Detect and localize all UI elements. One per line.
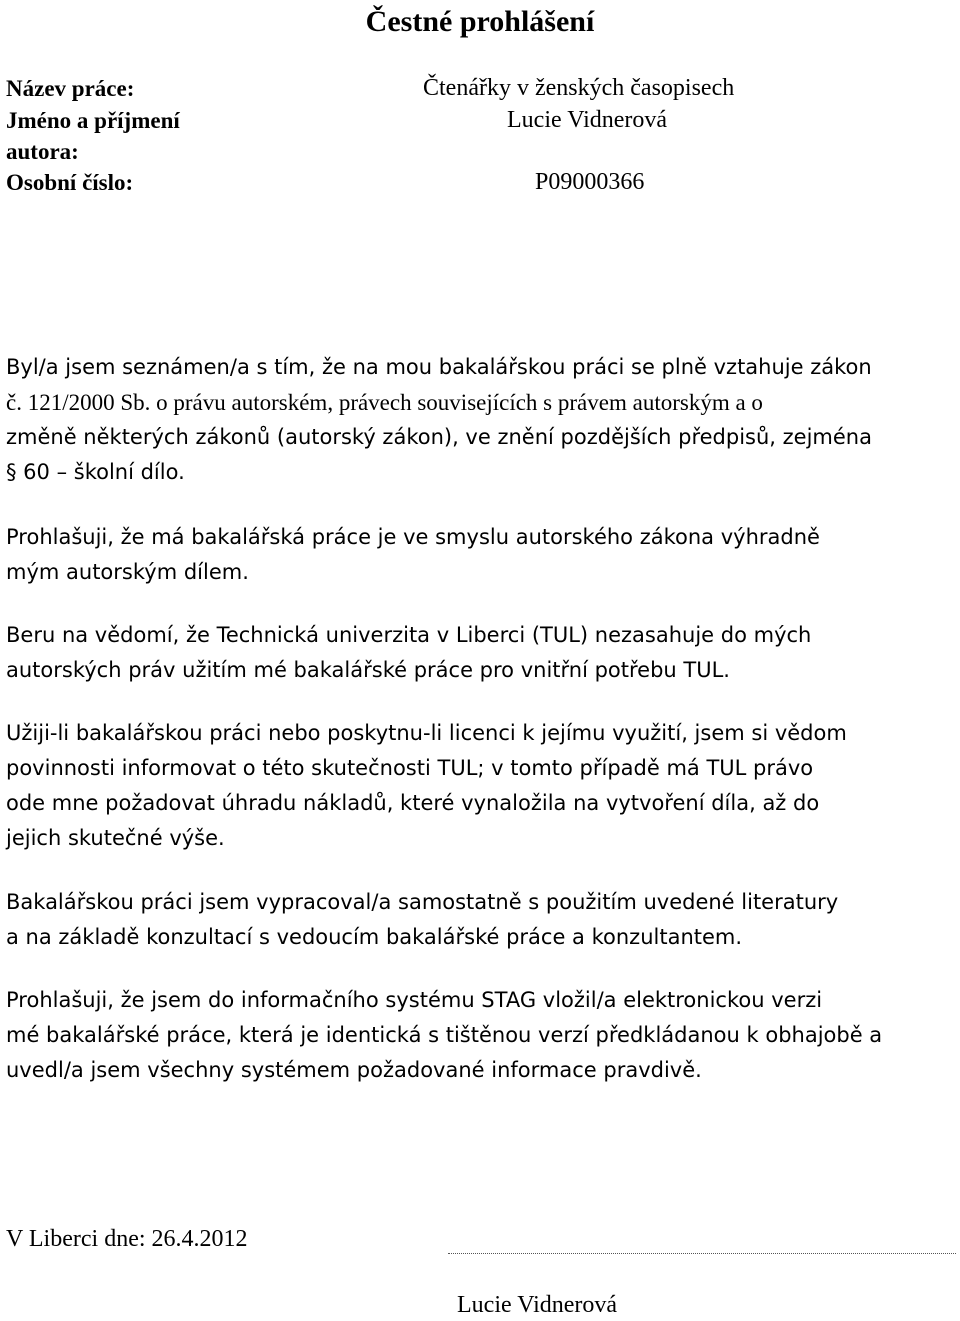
author-label-line1: Jméno a příjmení bbox=[6, 108, 180, 133]
paragraph-line: autorských práv užitím mé bakalářské práce pro vnitřní potřebu TUL. bbox=[6, 658, 730, 682]
document-title: Čestné prohlášení bbox=[365, 5, 595, 38]
paragraph-line: a na základě konzultací s vedoucím bakalářské práce a konzultantem. bbox=[6, 925, 743, 949]
student-id-label: Osobní číslo: bbox=[6, 170, 134, 195]
paragraph-line: povinnosti informovat o této skutečnosti TUL; v tomto případě má TUL právo bbox=[6, 756, 814, 780]
paragraph-stag bbox=[6, 983, 956, 1088]
paragraph-line: mým autorským dílem. bbox=[6, 560, 249, 584]
paragraph-authorship bbox=[6, 520, 956, 590]
place-and-date: V Liberci dne: 26.4.2012 bbox=[6, 1226, 248, 1252]
author-label-line2: autora: bbox=[6, 139, 79, 164]
paragraph-line: uvedl/a jsem všechny systémem požadované informace pravdivě. bbox=[6, 1058, 702, 1082]
author-name-value: Lucie Vidnerová bbox=[507, 107, 668, 133]
paragraph-copyright-law bbox=[6, 350, 956, 490]
paragraph-line: Užiji-li bakalářskou práci nebo poskytnu-li licenci k jejímu využití, jsem si vědom bbox=[6, 721, 847, 745]
thesis-title-label: Název práce: bbox=[6, 76, 135, 101]
paragraph-tul-rights bbox=[6, 618, 956, 688]
student-id-value: P09000366 bbox=[535, 169, 645, 195]
paragraph-line: jejich skutečné výše. bbox=[6, 826, 225, 850]
paragraph-line: § 60 – školní dílo. bbox=[6, 460, 185, 484]
paragraph-line: ode mne požadovat úhradu nákladů, které vynaložila na vytvoření díla, až do bbox=[6, 791, 820, 815]
paragraph-line: Bakalářskou práci jsem vypracoval/a samostatně s použitím uvedené literatury bbox=[6, 890, 839, 914]
paragraph-line: č. 121/2000 Sb. o právu autorském, právech souvisejících s právem autorským a o bbox=[6, 390, 763, 415]
paragraph-line: Prohlašuji, že má bakalářská práce je ve smyslu autorského zákona výhradně bbox=[6, 525, 820, 549]
paragraph-line: Byl/a jsem seznámen/a s tím, že na mou bakalářskou práci se plně vztahuje zákon bbox=[6, 355, 872, 379]
signature-line bbox=[448, 1253, 956, 1254]
thesis-title-value: Čtenářky v ženských časopisech bbox=[423, 75, 735, 101]
signature-name: Lucie Vidnerová bbox=[457, 1292, 618, 1318]
paragraph-line: změně některých zákonů (autorský zákon), ve znění pozdějších předpisů, zejména bbox=[6, 425, 872, 449]
paragraph-licence bbox=[6, 716, 956, 856]
paragraph-line: Beru na vědomí, že Technická univerzita v Liberci (TUL) nezasahuje do mých bbox=[6, 623, 812, 647]
paragraph-line: Prohlašuji, že jsem do informačního systému STAG vložil/a elektronickou verzi bbox=[6, 988, 823, 1012]
paragraph-line: mé bakalářské práce, která je identická s tištěnou verzí předkládanou k obhajobě a bbox=[6, 1023, 883, 1047]
paragraph-independent-work bbox=[6, 885, 956, 955]
